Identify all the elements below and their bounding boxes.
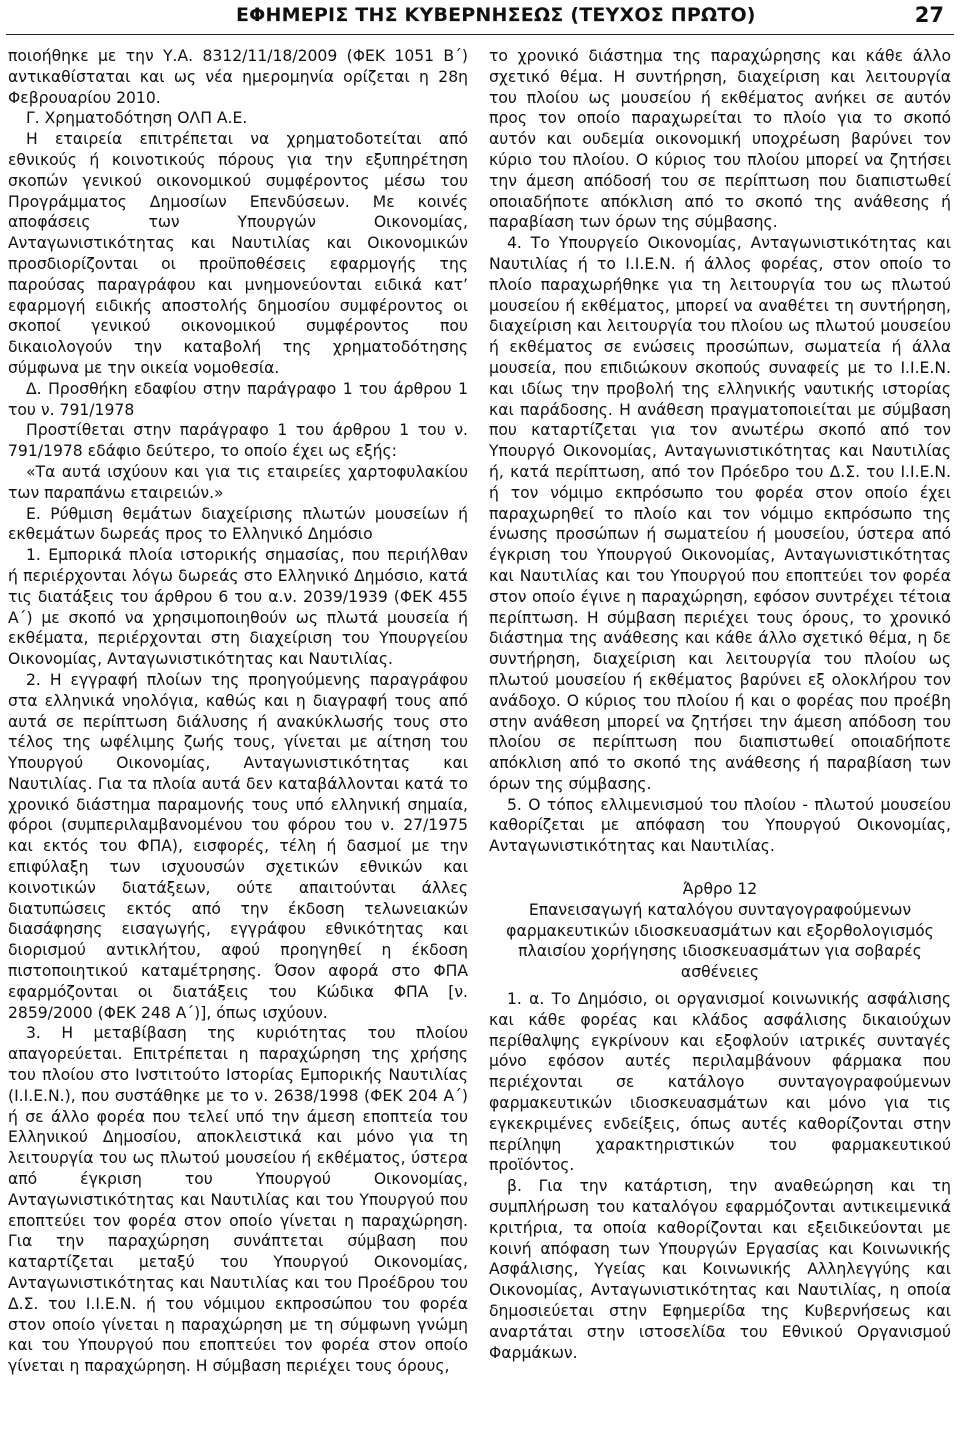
section-heading: Ε. Ρύθμιση θεμάτων διαχείρισης πλωτών μουσείων ή εκθεμάτων δωρεάς προς το Ελληνικό Δημόσιο bbox=[8, 504, 468, 544]
header-rule bbox=[6, 34, 954, 35]
paragraph: 3. Η μεταβίβαση της κυριότητας του πλοίου απαγορεύεται. Επιτρέπεται η παραχώρηση της χρήσης του πλοίου στο Ινστιτούτο Ιστορίας Εμπορικής Ναυτιλίας (Ι.Ι.Ε.Ν.), που συστάθηκε με το ν. 2638/1998 (ΦΕΚ 204 Α΄) ή σε άλλο φορέα που τελεί υπό την άμεση εποπτεία του Ελληνικού Δημοσίου, αποκλειστικά και μόνο για τη λειτουργία του ως πλωτού μουσείου ή εκθέματος, ύστερα από έγκριση του Υπουργού Οικονομίας, Ανταγωνιστικότητας και Ναυτιλίας και του Υπουργού που εποπτεύει τον φορέα στον οποίο γίνεται η παραχώρηση. Για την παραχώρηση συνάπτεται σύμβαση που καταρτίζεται μεταξύ του Υπουργού Οικονομίας, Ανταγωνιστικότητας και Ναυτιλίας και του Προέδρου του Δ.Σ. του Ι.Ι.Ε.Ν. ή του νόμιμου εκπροσώπου του φορέα στον οποίο γίνεται η παραχώρηση με τη σύμφωνη γνώμη και του Υπουργού που εποπτεύει τον φορέα στον οποίο γίνεται η παραχώρηση. Η σύμβαση περιέχει τους όρους, bbox=[8, 1024, 468, 1376]
paragraph: 5. Ο τόπος ελλιμενισμού του πλοίου - πλωτού μουσείου καθορίζεται με απόφαση του Υπουργού Οικονομίας, Ανταγωνιστικότητας και Ναυτιλίας. bbox=[489, 795, 951, 856]
paragraph: 1. α. Το Δημόσιο, οι οργανισμοί κοινωνικής ασφάλισης και κάθε φορέας και κλάδος ασφάλισης δικαιούχων περίθαλψης εγκρίνουν και εξοφλούν ιατρικές συνταγές μόνο εφόσον αυτές περιλαμβάνουν φάρμακα που περιέχονται σε κατάλογο συνταγογραφούμενων φαρμακευτικών ιδιοσκευασμάτων και μόνο για τις εγκεκριμένες ενδείξεις, όπως αυτές καθορίζονται στην περίληψη χαρακτηριστικών του φαρμακευτικού προϊόντος. bbox=[489, 990, 951, 1175]
paragraph: το χρονικό διάστημα της παραχώρησης και κάθε άλλο σχετικό θέμα. Η συντήρηση, διαχείριση και λειτουργία του πλοίου ως μουσείου ή εκθέματος ανήκει σε αυτόν προς τον οποίο παραχωρείται το πλοίο για το σκοπό αυτόν και ουδεμία οικονομική υποχρέωση βαρύνει τον κύριο του πλοίου. Ο κύριος του πλοίου μπορεί να ζητήσει την άμεση απόδοσή του σε περίπτωση που διαπιστωθεί οποιαδήποτε απόκλιση από το σκοπό της ανάθεσης ή παραβίαση των όρων της σύμβασης. bbox=[489, 47, 951, 232]
quoted-text: «Τα αυτά ισχύουν και για τις εταιρείες χαρτοφυλακίου των παραπάνω εταιρειών.» bbox=[8, 462, 468, 502]
paragraph: 2. Η εγγραφή πλοίων της προηγούμενης παραγράφου στα ελληνικά νηολόγια, καθώς και η διαγραφή τους από αυτά σε περίπτωση διάλυσης ή ανακύκλωσής τους στο τέλος της ωφέλιμης ζωής τους, γίνεται με αίτηση του Υπουργού Οικονομίας, Ανταγωνιστικότητας και Ναυτιλίας. Για τα πλοία αυτά δεν καταβάλλονται κατά το χρονικό διάστημα παραμονής τους υπό ελληνική σημαία, φόροι (συμπεριλαμβανομένου του φόρου του ν. 27/1975 και εκτός του ΦΠΑ), εισφορές, τέλη ή δασμοί με την επιφύλαξη των ισχυουσών σχετικών εθνικών και κοινοτικών διατάξεων, ούτε απαιτούνται άλλες διατυπώσεις εκτός από την έκδοση τελωνειακών διασάφησης εισαγωγής, εγγράφου εθνικότητας και διορισμού αντικλήτου, αφού προηγηθεί η έκδοση πιστοποιητικού καταμέτρησης. Όσον αφορά στο ΦΠΑ εφαρμόζονται οι διατάξεις του Κώδικα ΦΠΑ [ν. 2859/2000 (ΦΕΚ 248 Α΄)], όπως ισχύουν. bbox=[8, 670, 468, 1022]
section-heading: Γ. Χρηματοδότηση ΟΛΠ Α.Ε. bbox=[26, 109, 248, 128]
gazette-title: ΕΦΗΜΕΡΙΣ ΤΗΣ ΚΥΒΕΡΝΗΣΕΩΣ (ΤΕΥΧΟΣ ΠΡΩΤΟ) bbox=[236, 4, 756, 26]
left-column bbox=[8, 46, 468, 1377]
paragraph: 4. Το Υπουργείο Οικονομίας, Ανταγωνιστικότητας και Ναυτιλίας ή το Ι.Ι.Ε.Ν. ή άλλος φορέας, στον οποίο το πλοίο παραχωρήθηκε για τη λειτουργία του ως πλωτού μουσείου ή εκθέματος, μπορεί να αναθέτει τη συντήρηση, διαχείριση και λειτουργία του πλοίου ως πλωτού μουσείου ή εκθέματος σε ενώσεις προσώπων, σωματεία ή άλλα μουσεία, που επιδιώκουν σκοπούς συναφείς με το Ι.Ι.Ε.Ν. και ιδίως την προβολή της ελληνικής ναυτικής ιστορίας και παράδοσης. Η ανάθεση πραγματοποιείται με σύμβαση που καταρτίζεται για τον ανωτέρω σκοπό από τον Υπουργό Οικονομίας, Ανταγωνιστικότητας και Ναυτιλίας ή, κατά περίπτωση, από τον Πρόεδρο του Δ.Σ. του Ι.Ι.Ε.Ν. ή τον νόμιμο εκπρόσωπο του φορέα στον οποίο έχει παραχωρηθεί το πλοίο και τον νόμιμο εκπρόσωπο της ένωσης προσώπων ή σωματείου ή μουσείου, ύστερα από έγκριση του Υπουργού Οικονομίας, Ανταγωνιστικότητας και Ναυτιλίας και του Υπουργού που εποπτεύει τον φορέα στον οποίο έγινε η παραχώρηση, εφόσον συντρέχει τέτοια περίπτωση. Η σύμβαση περιέχει τους όρους, το χρονικό διάστημα της ανάθεσης και κάθε άλλο σχετικό θέμα, η δε συντήρηση, διαχείριση και λειτουργία του πλοίου ως πλωτού μουσείου ή εκθέματος βαρύνει εξ ολοκλήρου τον ανάδοχο. Ο κύριος του πλοίου ή και ο φορέας που προέβη στην ανάθεση μπορεί να ζητήσει την άμεση απόδοση του πλοίου σε περίπτωση που διαπιστωθεί οποιαδήποτε απόκλιση από το σκοπό της ανάθεσης ή παραβίαση των όρων της σύμβασης. bbox=[489, 234, 951, 793]
paragraph: 1. Εμπορικά πλοία ιστορικής σημασίας, που περιήλθαν ή περιέρχονται λόγω δωρεάς στο Ελληνικό Δημόσιο, κατά τις διατάξεις του άρθρου 6 του α.ν. 2039/1939 (ΦΕΚ 455 Α΄) με σκοπό να χρησιμοποιηθούν ως πλωτά μουσεία ή εκθέματα, περιέρχονται στη διαχείριση του Υπουργείου Οικονομίας, Ανταγωνιστικότητας και Ναυτιλίας. bbox=[8, 546, 468, 669]
right-column bbox=[489, 46, 951, 1363]
article-title: Επανεισαγωγή καταλόγου συνταγογραφούμενων φαρμακευτικών ιδιοσκευασμάτων και εξορθολογισμός πλαισίου χορήγησης ιδιοσκευασμάτων για σοβαρές ασθένειες bbox=[506, 900, 934, 982]
paragraph: ποιοήθηκε με την Υ.Α. 8312/11/18/2009 (ΦΕΚ 1051 Β΄) αντικαθίσταται και ως νέα ημερομηνία ορίζεται η 28η Φεβρουαρίου 2010. bbox=[8, 47, 468, 107]
paragraph: β. Για την κατάρτιση, την αναθεώρηση και τη συμπλήρωση του καταλόγου εφαρμόζονται αντικειμενικά κριτήρια, τα οποία καθορίζονται και εξειδικεύονται με κοινή απόφαση των Υπουργών Εργασίας και Κοινωνικής Ασφάλισης, Υγείας και Κοινωνικής Αλληλεγγύης και Οικονομίας, Ανταγωνιστικότητας και Ναυτιλίας, η οποία δημοσιεύεται στην Εφημερίδα της Κυβερνήσεως και αναρτάται στην ιστοσελίδα του Εθνικού Οργανισμού Φαρμάκων. bbox=[489, 1177, 951, 1362]
section-heading: Δ. Προσθήκη εδαφίου στην παράγραφο 1 του άρθρου 1 του ν. 791/1978 bbox=[8, 379, 468, 419]
article-number: Άρθρο 12 bbox=[682, 880, 758, 899]
paragraph: Προστίθεται στην παράγραφο 1 του άρθρου 1 του ν. 791/1978 εδάφιο δεύτερο, το οποίο έχει ως εξής: bbox=[8, 421, 468, 461]
paragraph: Η εταιρεία επιτρέπεται να χρηματοδοτείται από εθνικούς ή κοινοτικούς πόρους για την εξυπηρέτηση σκοπών γενικού οικονομικού συμφέροντος μέσω του Προγράμματος Δημοσίων Επενδύσεων. Με κοινές αποφάσεις των Υπουργών Οικονομίας, Ανταγωνιστικότητας και Ναυτιλίας και Οικονομικών προσδιορίζονται οι προϋποθέσεις εφαρμογής της παρούσας παραγράφου και μνημονεύονται ειδικά κατ’ εφαρμογή ειδικής αποστολής δημοσίου συμφέροντος οι σκοποί γενικού οικονομικού συμφέροντος που δικαιολογούν την καταβολή της χρηματοδότησης σύμφωνα με την οικεία νομοθεσία. bbox=[8, 130, 468, 377]
page-number: 27 bbox=[914, 3, 944, 27]
page-header bbox=[0, 0, 960, 34]
